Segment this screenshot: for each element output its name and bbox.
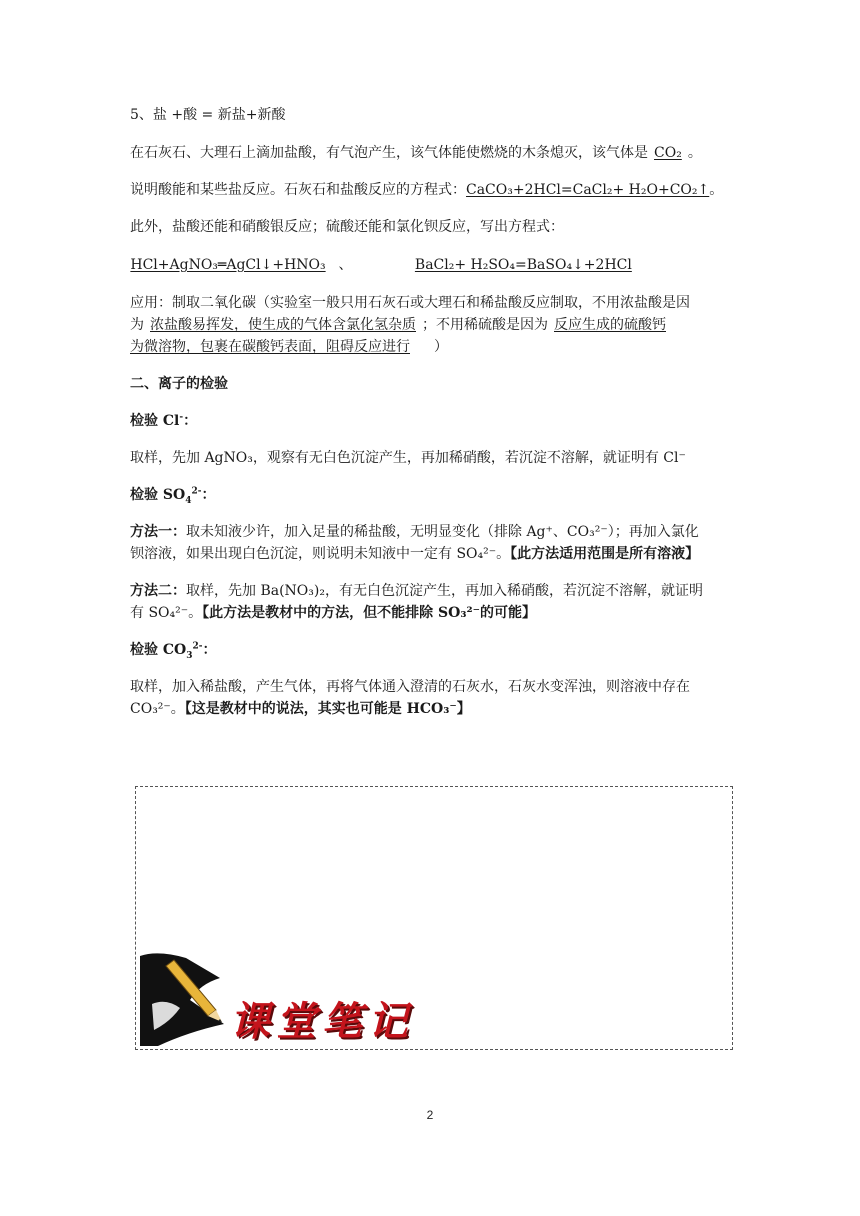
- answer-gas: CO₂: [654, 145, 682, 161]
- answer-conc-hcl: 浓盐酸易挥发，使生成的气体含氯化氢杂质: [150, 317, 416, 333]
- method2-line-2: [130, 602, 742, 624]
- page-number: 2: [426, 1108, 434, 1122]
- answer-equation-bacl2: BaCl₂+ H₂SO₄=BaSO₄↓+2HCl: [414, 257, 632, 273]
- co3-text-2: CO₃²⁻。: [130, 701, 185, 717]
- answer-h2so4-part2: 为微溶物，包裹在碳酸钙表面，阻碍反应进行: [130, 339, 410, 355]
- so4-title-colon: ：: [201, 487, 216, 503]
- equations-row: [130, 254, 742, 276]
- equation-end: 。: [709, 182, 724, 198]
- equation-separator: 、: [338, 257, 353, 273]
- co3-title-text: 检验 CO: [130, 642, 187, 658]
- method2-line-1: [130, 580, 742, 602]
- method1-label: 方法一：: [130, 524, 186, 540]
- application-line-1: 应用：制取二氧化碳（实验室一般只用石灰石或大理石和稀盐酸反应制取，不用浓盐酸是因: [130, 295, 690, 311]
- co3-text-line-1: 取样，加入稀盐酸，产生气体，再将气体通入澄清的石灰水，石灰水变浑浊，则溶液中存在: [130, 679, 690, 695]
- method2-text-1: 取样，先加 Ba(NO₃)₂，有无白色沉淀产生，再加入稀硝酸，若沉淀不溶解，就证明: [186, 583, 703, 599]
- co3-title-subscript: 3: [186, 650, 193, 661]
- co3-note: 【这是教材中的说法，其实也可能是 HCO₃⁻】: [184, 701, 471, 717]
- method1-line-1: [130, 521, 742, 543]
- application-because: 为: [130, 317, 144, 333]
- co3-title-charge: 2-: [192, 641, 203, 652]
- cl-title-text: 检验 Cl: [130, 413, 180, 429]
- method1-line-2: [130, 543, 742, 565]
- method2-label: 方法二：: [130, 583, 186, 599]
- section5-heading: 5、盐 +酸 = 新盐+新酸: [130, 107, 286, 123]
- method1-text-2: 钡溶液，如果出现白色沉淀，则说明未知液中一定有 SO₄²⁻。: [130, 546, 511, 562]
- so4-test-title: [130, 484, 742, 506]
- application-line-2: [130, 314, 742, 336]
- method1-text-1: 取未知液少许，加入足量的稀盐酸，无明显变化（排除 Ag⁺、CO₃²⁻）；再加入氯化: [186, 524, 699, 540]
- cl-title-colon: ：: [183, 413, 198, 429]
- co3-text-line-2: [130, 698, 742, 720]
- method2-text-2: 有 SO₄²⁻。: [130, 605, 203, 621]
- paragraph-equation: [130, 179, 742, 201]
- answer-equation: CaCO₃+2HCl=CaCl₂+ H₂O+CO₂↑: [466, 182, 710, 198]
- so4-title-charge: 2-: [191, 486, 202, 497]
- limestone-text: 在石灰石、大理石上滴加盐酸，有气泡产生，该气体能使燃烧的木条熄灭，该气体是: [130, 145, 648, 161]
- answer-equation-hcl: HCl+AgNO₃═AgCl↓+HNO₃: [130, 257, 326, 273]
- paragraph-limestone: [130, 142, 742, 164]
- so4-title-text: 检验 SO: [130, 487, 186, 503]
- application-mid: ；不用稀硫酸是因为: [422, 317, 548, 333]
- paragraph-other-reactions: 此外，盐酸还能和硝酸银反应；硫酸还能和氯化钡反应，写出方程式：: [130, 219, 564, 235]
- co3-test-title: [130, 639, 742, 661]
- co3-title-colon: ：: [202, 642, 217, 658]
- method1-note: 【此方法适用范围是所有溶液】: [510, 546, 700, 562]
- cl-test-text: 取样，先加 AgNO₃，观察有无白色沉淀产生，再加稀硝酸，若沉淀不溶解，就证明有 Cl⁻: [130, 450, 686, 466]
- equation-intro: 说明酸能和某些盐反应。石灰石和盐酸反应的方程式：: [130, 182, 466, 198]
- answer-h2so4-part1: 反应生成的硫酸钙: [554, 317, 666, 333]
- application-close: ）: [434, 339, 448, 355]
- method2-note: 【此方法是教材中的方法，但不能排除 SO₃²⁻的可能】: [202, 605, 536, 621]
- notes-logo-text: 课堂笔记: [230, 998, 414, 1045]
- section2-heading: 二、离子的检验: [130, 376, 228, 392]
- cl-title-charge: -: [179, 412, 184, 423]
- application-line-3: [130, 336, 742, 358]
- cl-test-title: [130, 410, 742, 432]
- limestone-end: 。: [687, 145, 702, 161]
- so4-title-subscript: 4: [185, 495, 192, 506]
